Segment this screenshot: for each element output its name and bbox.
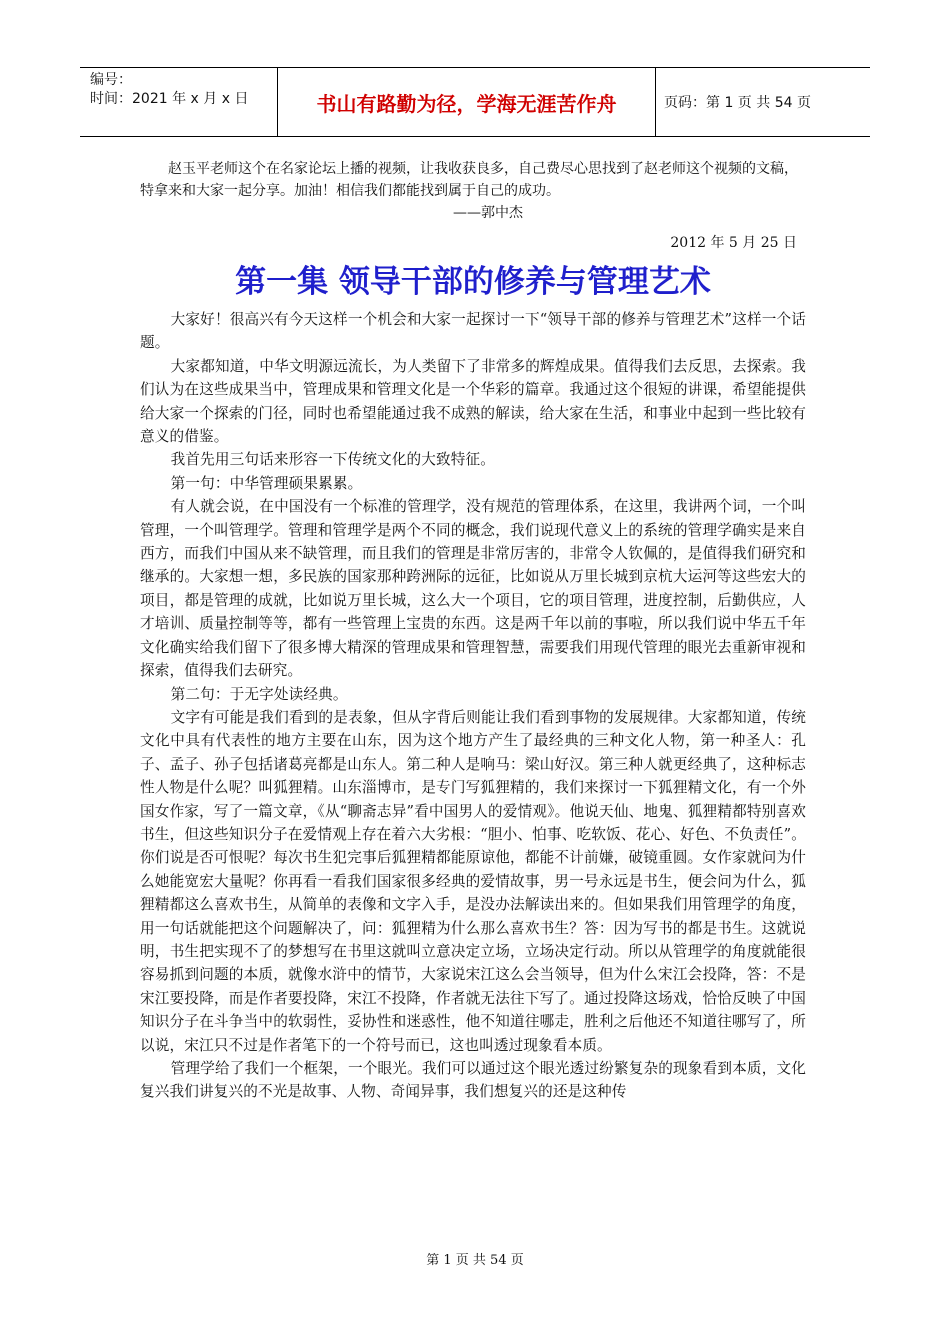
body-paragraph: 第二句：于无字处读经典。 xyxy=(170,685,348,703)
body-paragraph: 管理学给了我们一个框架，一个眼光。我们可以通过这个眼光透过纷繁复杂的现象看到本质，文化复兴我们讲复兴的不光是故事、人物、奇闻异事，我们想复兴的还是这种传 xyxy=(140,1060,806,1101)
intro-date: 2012 年 5 月 25 日 xyxy=(670,235,797,251)
page-header xyxy=(80,67,870,137)
header-page-info: 页码：第 1 页 共 54 页 xyxy=(664,95,811,111)
document-code-label: 编号： xyxy=(90,72,132,88)
body-paragraph: 我首先用三句话来形容一下传统文化的大致特征。 xyxy=(170,451,496,469)
body-paragraph: 大家好！很高兴有今天这样一个机会和大家一起探讨一下“领导干部的修养与管理艺术”这样一个话题。 xyxy=(140,311,806,352)
intro-text: 赵玉平老师这个在名家论坛上播的视频，让我收获良多，自己费尽心思找到了赵老师这个视频的文稿，特拿来和大家一起分享。加油！相信我们都能找到属于自己的成功。 xyxy=(140,161,798,199)
header-motto: 书山有路勤为径，学海无涯苦作舟 xyxy=(278,68,656,136)
document-content xyxy=(140,158,806,1104)
body-paragraph: 文字有可能是我们看到的是表象，但从字背后则能让我们看到事物的发展规律。大家都知道，传统文化中具有代表性的地方主要在山东，因为这个地方产生了最经典的三种文化人物，第一种圣人：孔子、孟子、孙子包括诸葛亮都是山东人。第二种人是响马：梁山好汉。第三种人就更经典了，这种标志性人物是什么呢？叫狐狸精。山东淄博市，是专门写狐狸精的，我们来探讨一下狐狸精文化，有一个外国女作家，写了一篇文章，《从“聊斋志异”看中国男人的爱情观》。他说天仙、地鬼、狐狸精都特别喜欢书生，但这些知识分子在爱情观上存在着六大劣根：“胆小、怕事、吃软饭、花心、好色、不负责任”。你们说是否可恨呢？每次书生犯完事后狐狸精都能原谅他，都能不计前嫌，破镜重圆。女作家就问为什么她能宽宏大量呢？你再看一看我们国家很多经典的爱情故事，男一号永远是书生，便会问为什么，狐狸精都这么喜欢书生，从简单的表像和文字入手，是没办法解读出来的。但如果我们用管理学的角度，用一句话就能把这个问题解决了，问：狐狸精为什么那么喜欢书生？答：因为写书的都是书生。这就说明，书生把实现不了的梦想写在书里这就叫立意决定立场，立场决定行动。所以从管理学的角度就能很容易抓到问题的本质，就像水浒中的情节，大家说宋江这么会当领导，但为什么宋江会投降，答：不是宋江要投降，而是作者要投降，宋江不投降，作者就无法往下写了。通过投降这场戏，恰恰反映了中国知识分子在斗争当中的软弱性，妥协性和迷惑性，他不知道往哪走，胜利之后他还不知道往哪写了，所以说，宋江只不过是作者笔下的一个符号而已，这也叫透过现象看本质。 xyxy=(140,708,806,1054)
body-paragraph: 有人就会说，在中国没有一个标准的管理学，没有规范的管理体系，在这里，我讲两个词，一个叫管理，一个叫管理学。管理和管理学是两个不同的概念，我们说现代意义上的系统的管理学确实是来自西方，而我们中国从来不缺管理，而且我们的管理是非常厉害的，非常令人钦佩的，是值得我们研究和继承的。大家想一想，多民族的国家那种跨洲际的远征，比如说从万里长城到京杭大运河等这些宏大的项目，都是管理的成就，比如说万里长城，这么大一个项目，它的项目管理，进度控制，后勤供应，人才培训、质量控制等等，都有一些管理上宝贵的东西。这是两千年以前的事啦，所以我们说中华五千年文化确实给我们留下了很多博大精深的管理成果和管理智慧，需要我们用现代管理的眼光去重新审视和探索，值得我们去研究。 xyxy=(140,498,806,680)
document-time-label: 时间：2021 年 x 月 x 日 xyxy=(90,91,249,107)
intro-signature: ——郭中杰 xyxy=(453,205,523,221)
body-paragraph: 大家都知道，中华文明源远流长，为人类留下了非常多的辉煌成果。值得我们去反思，去探索。我们认为在这些成果当中，管理成果和管理文化是一个华彩的篇章。我通过这个很短的讲课，希望能提供给大家一个探索的门径，同时也希望能通过我不成熟的解读，给大家在生活，和事业中起到一些比较有意义的借鉴。 xyxy=(140,357,806,446)
body-paragraph: 第一句：中华管理硕果累累。 xyxy=(170,474,363,492)
document-title: 第一集 领导干部的修养与管理艺术 xyxy=(235,264,711,300)
header-meta xyxy=(80,68,278,136)
page-footer: 第 1 页 共 54 页 xyxy=(426,1253,524,1268)
document-body xyxy=(140,308,806,1104)
